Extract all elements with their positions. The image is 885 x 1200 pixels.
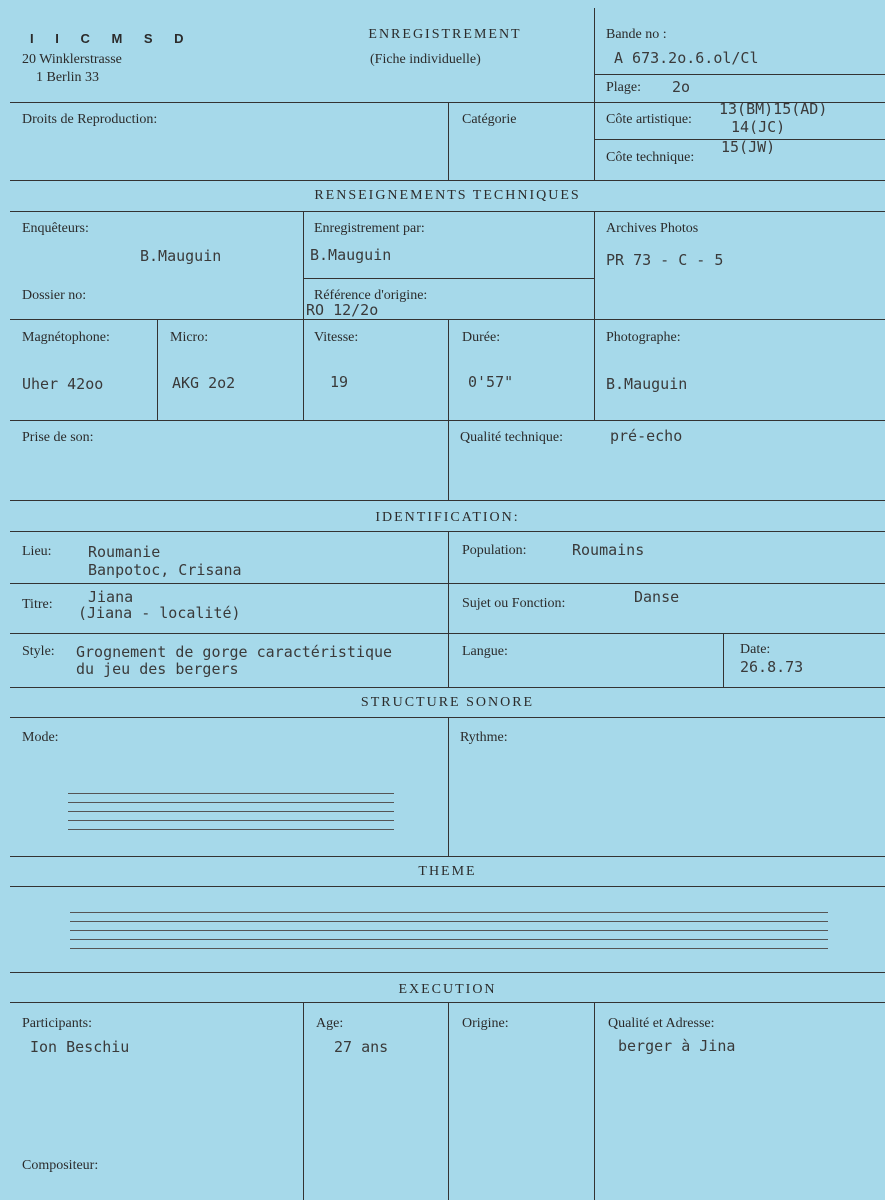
archives-photos-label: Archives Photos <box>606 221 699 236</box>
qualite-adresse-label: Qualité et Adresse: <box>608 1016 715 1031</box>
bande-value: A 673.2o.6.ol/Cl <box>614 49 759 67</box>
enregistrement-par-label: Enregistrement par: <box>314 221 425 236</box>
rule <box>10 972 885 973</box>
duree-value: 0'57" <box>468 373 514 391</box>
rule <box>10 687 885 688</box>
categorie-label: Catégorie <box>462 112 517 127</box>
rule <box>448 319 449 420</box>
rule <box>303 211 304 420</box>
age-label: Age: <box>316 1016 344 1031</box>
rule <box>448 1002 449 1200</box>
rule <box>448 102 449 180</box>
org-city: 1 Berlin 33 <box>36 70 99 85</box>
participants-label: Participants: <box>22 1016 92 1031</box>
duree-label: Durée: <box>462 330 501 345</box>
date-value: 26.8.73 <box>740 658 804 676</box>
origine-label: Origine: <box>462 1016 509 1031</box>
org-name: I I C M S D <box>30 31 193 46</box>
rule <box>448 420 449 500</box>
reference-label: Référence d'origine: <box>314 288 428 303</box>
qualite-technique-label: Qualité technique: <box>460 430 564 445</box>
rule <box>594 74 885 75</box>
lieu-value: Roumanie <box>88 543 161 561</box>
staff-line <box>70 948 828 949</box>
section-title-technical: RENSEIGNEMENTS TECHNIQUES <box>314 188 581 203</box>
rule <box>723 633 724 687</box>
plage-value: 2o <box>672 78 691 96</box>
staff-line <box>68 829 394 830</box>
enqueteurs-value: B.Mauguin <box>140 247 222 265</box>
bande-label: Bande no : <box>606 27 667 42</box>
rule <box>594 211 595 420</box>
qualite-technique-value: pré-echo <box>610 427 683 445</box>
archives-photos-value: PR 73 - C - 5 <box>606 251 724 269</box>
rule <box>303 1002 304 1200</box>
cote-artistique-label: Côte artistique: <box>606 112 692 127</box>
photographe-label: Photographe: <box>606 330 681 345</box>
staff-line <box>68 793 394 794</box>
photographe-value: B.Mauguin <box>606 375 688 393</box>
cote-artistique-value-2: 14(JC) <box>731 118 786 136</box>
section-title-structure: STRUCTURE SONORE <box>360 695 535 710</box>
titre-value-2: (Jiana - localité) <box>78 604 241 622</box>
staff-line <box>70 912 828 913</box>
staff-line <box>68 811 394 812</box>
titre-value: Jiana <box>88 588 134 606</box>
prise-de-son-label: Prise de son: <box>22 430 94 445</box>
participants-value: Ion Beschiu <box>30 1038 130 1056</box>
magnetophone-label: Magnétophone: <box>22 330 110 345</box>
population-value: Roumains <box>572 541 645 559</box>
style-label: Style: <box>22 644 55 659</box>
org-street: 20 Winklerstrasse <box>22 52 122 67</box>
date-label: Date: <box>740 642 771 657</box>
droits-label: Droits de Reproduction: <box>22 112 158 127</box>
compositeur-label: Compositeur: <box>22 1158 99 1173</box>
lieu-value-2: Banpotoc, Crisana <box>88 561 242 579</box>
style-value: Grognement de gorge caractéristique <box>76 643 393 661</box>
form-subtitle: (Fiche individuelle) <box>370 52 481 67</box>
rule <box>594 1002 595 1200</box>
rythme-label: Rythme: <box>460 730 508 745</box>
titre-label: Titre: <box>22 597 53 612</box>
sujet-label: Sujet ou Fonction: <box>462 596 566 611</box>
section-title-theme: THEME <box>418 864 477 879</box>
staff-line <box>68 802 394 803</box>
magnetophone-value: Uher 42oo <box>22 375 104 393</box>
rule <box>10 500 885 501</box>
enregistrement-par-value: B.Mauguin <box>310 246 392 264</box>
dossier-label: Dossier no: <box>22 288 87 303</box>
micro-label: Micro: <box>170 330 209 345</box>
lieu-label: Lieu: <box>22 544 52 559</box>
rule <box>448 531 449 687</box>
section-title-execution: EXECUTION <box>398 982 497 997</box>
style-value-2: du jeu des bergers <box>76 660 239 678</box>
qualite-adresse-value: berger à Jina <box>618 1037 736 1055</box>
staff-line <box>70 930 828 931</box>
cote-artistique-value: 13(BM)15(AD) <box>719 100 828 118</box>
rule <box>448 717 449 856</box>
rule <box>10 211 885 212</box>
staff-line <box>70 939 828 940</box>
staff-line <box>70 921 828 922</box>
cote-technique-label: Côte technique: <box>606 150 695 165</box>
age-value: 27 ans <box>334 1038 389 1056</box>
enqueteurs-label: Enquêteurs: <box>22 221 89 236</box>
vitesse-label: Vitesse: <box>314 330 359 345</box>
form-title: ENREGISTREMENT <box>368 27 522 42</box>
langue-label: Langue: <box>462 644 508 659</box>
staff-line <box>68 820 394 821</box>
rule <box>10 856 885 857</box>
rule <box>10 180 885 181</box>
plage-label: Plage: <box>606 80 641 95</box>
rule <box>594 8 595 180</box>
rule <box>10 886 885 887</box>
vitesse-value: 19 <box>330 373 349 391</box>
population-label: Population: <box>462 543 527 558</box>
micro-value: AKG 2o2 <box>172 374 236 392</box>
cote-technique-value: 15(JW) <box>721 138 776 156</box>
rule <box>157 319 158 420</box>
mode-label: Mode: <box>22 730 59 745</box>
sujet-value: Danse <box>634 588 680 606</box>
section-title-identification: IDENTIFICATION: <box>375 510 520 525</box>
rule <box>303 278 595 279</box>
reference-value: RO 12/2o <box>306 301 379 319</box>
